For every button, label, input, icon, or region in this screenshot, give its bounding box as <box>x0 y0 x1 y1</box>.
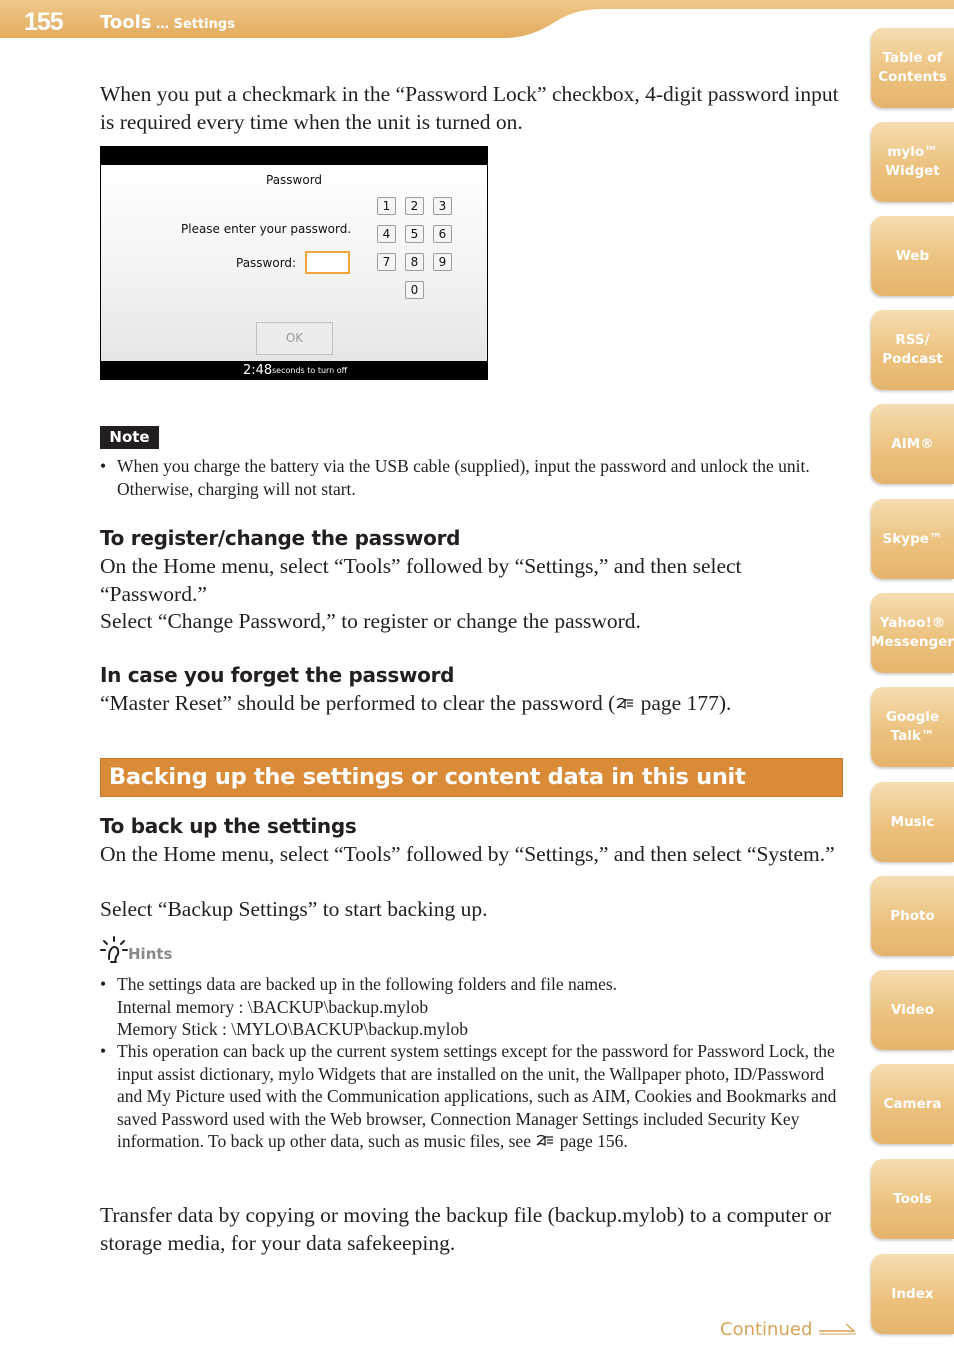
page-header <box>0 0 954 44</box>
dialog-title: Password <box>266 173 323 187</box>
keypad-key-1[interactable]: 1 <box>377 197 396 215</box>
continued-indicator[interactable] <box>720 1319 858 1340</box>
countdown-time: 2:48 <box>243 363 273 378</box>
hint-bullet-mark-2: • <box>100 1041 107 1061</box>
keypad-key-4[interactable]: 4 <box>377 225 396 243</box>
keypad-key-7[interactable]: 7 <box>377 253 396 271</box>
page-number: 155 <box>24 8 63 36</box>
password-field-label: Password: <box>236 256 297 270</box>
hint-2-tail: page 156. <box>555 1131 628 1151</box>
auto-off-status-bar <box>100 361 488 380</box>
hint-1-line-2: Internal memory : \BACKUP\backup.mylob <box>117 996 429 1017</box>
forget-text-start: “Master Reset” should be performed to clear the password ( <box>100 691 616 715</box>
note-bullet-mark: • <box>100 456 107 476</box>
keypad-key-0[interactable]: 0 <box>405 281 424 299</box>
hint-2-text <box>117 1040 839 1153</box>
continued-label: Continued <box>720 1319 813 1340</box>
hint-1-line-1: The settings data are backed up in the following folders and file names. <box>117 974 618 994</box>
backup-heading: To back up the settings <box>100 814 357 838</box>
tab-google-talk[interactable]: Google Talk™ <box>871 687 954 767</box>
tab-video[interactable]: Video <box>871 970 954 1050</box>
breadcrumb-separator: … <box>151 17 174 32</box>
tab-photo[interactable]: Photo <box>871 876 954 956</box>
register-line-2: Select “Change Password,” to register or change the password. <box>100 609 641 633</box>
tab-web[interactable]: Web <box>871 216 954 296</box>
page-reference-icon <box>615 696 635 712</box>
continued-arrow-icon <box>818 1321 858 1335</box>
dialog-prompt: Please enter your password. <box>181 222 352 236</box>
tab-music[interactable]: Music <box>871 782 954 862</box>
breadcrumb-subsection: Settings <box>173 17 235 32</box>
forget-paragraph <box>100 690 845 718</box>
register-heading: To register/change the password <box>100 526 461 550</box>
backup-line-1: On the Home menu, select “Tools” followed by “Settings,” and then select “System.” <box>100 842 835 866</box>
tab-tools[interactable]: Tools <box>871 1159 954 1239</box>
password-input[interactable] <box>305 251 350 274</box>
ok-button[interactable]: OK <box>256 322 333 355</box>
password-dialog <box>101 165 487 361</box>
tab-rss-podcast[interactable]: RSS/ Podcast <box>871 310 954 390</box>
tab-table-of-contents[interactable]: Table of Contents <box>871 28 954 108</box>
countdown-suffix: seconds to turn off <box>272 366 348 375</box>
breadcrumb <box>100 12 235 33</box>
hints-label: Hints <box>128 945 173 963</box>
lightbulb-icon <box>100 936 128 966</box>
tab-mylo-widget[interactable]: mylo™ Widget <box>871 122 954 202</box>
note-text: When you charge the battery via the USB cable (supplied), input the password and unlock the unit. Otherwise, charging will not start. <box>117 456 810 499</box>
transfer-paragraph: Transfer data by copying or moving the backup file (backup.mylob) to a computer or storage media, for your data safekeeping. <box>100 1203 832 1255</box>
tab-index[interactable]: Index <box>871 1254 954 1334</box>
tab-skype[interactable]: Skype™ <box>871 499 954 579</box>
intro-paragraph: When you put a checkmark in the “Password Lock” checkbox, 4-digit password input is required every time when the unit is turned on. <box>100 82 839 134</box>
breadcrumb-section: Tools <box>100 12 152 33</box>
register-line-1: On the Home menu, select “Tools” followed by “Settings,” and then select “Password.” <box>100 554 742 606</box>
page-reference-icon <box>535 1133 555 1149</box>
forget-heading: In case you forget the password <box>100 663 455 687</box>
note-badge: Note <box>100 426 159 449</box>
backup-line-2: Select “Backup Settings” to start backing up. <box>100 897 488 921</box>
keypad-key-8[interactable]: 8 <box>405 253 424 271</box>
tab-yahoo-messenger[interactable]: Yahoo!® Messenger <box>871 593 954 673</box>
keypad-key-2[interactable]: 2 <box>405 197 424 215</box>
section-banner: Backing up the settings or content data in this unit <box>100 758 843 797</box>
keypad-key-5[interactable]: 5 <box>405 225 424 243</box>
hint-1-line-3: Memory Stick : \MYLO\BACKUP\backup.mylob <box>117 1019 468 1039</box>
keypad-key-9[interactable]: 9 <box>433 253 452 271</box>
hint-bullet-mark-1: • <box>100 974 107 994</box>
keypad-key-6[interactable]: 6 <box>433 225 452 243</box>
keypad-key-3[interactable]: 3 <box>433 197 452 215</box>
tab-aim[interactable]: AIM® <box>871 404 954 484</box>
forget-text-end: page 177). <box>635 691 732 715</box>
hint-2-body: This operation can back up the current system settings except for the password for Password Lock, the input assist dictionary, mylo Widgets that are installed on the unit, the Wallpaper photo, ID/Password and My Picture used with the Communication applications, such as AIM, Cookies and Bookmarks and saved Password used with the Web browser, Connection Manager Settings included Security Key information. To back up other data, such as music files, see <box>117 1041 837 1151</box>
hints-header <box>100 936 173 966</box>
tab-camera[interactable]: Camera <box>871 1064 954 1144</box>
password-screen-screenshot <box>100 146 488 380</box>
